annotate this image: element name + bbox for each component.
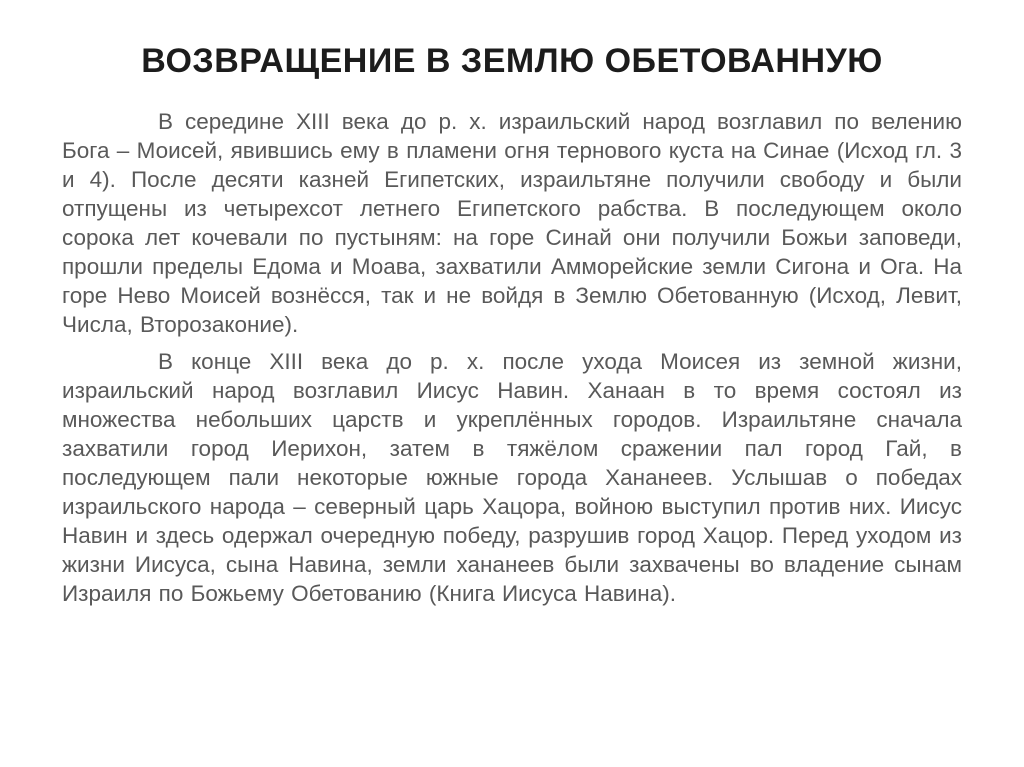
body-paragraph: В конце XIII века до р. х. после ухода Моисея из земной жизни, израильский народ возглавил Иисус Навин. Ханаан в то время состоял из множества небольших царств и укреплённых городов. Израильтяне сначала захватили город Иерихон, затем в тяжёлом сражении пал город Гай, в последующем пали некоторые южные города Хананеев. Услышав о победах израильского народа – северный царь Хацора, войною выступил против них. Иисус Навин и здесь одержал очередную победу, разрушив город Хацор. Перед уходом из жизни Иисуса, сына Навина, земли хананеев были захвачены во владение сынам Израиля по Божьему Обетованию (Книга Иисуса Навина). bbox=[62, 349, 962, 606]
body-paragraph: В середине XIII века до р. х. израильский народ возглавил по велению Бога – Моисей, явившись ему в пламени огня тернового куста на Синае (Исход гл. 3 и 4). После десяти казней Египетских, израильтяне получили свободу и были отпущены из четырехсот летнего Египетского рабства. В последующем около сорока лет кочевали по пустыням: на горе Синай они получили Божьи заповеди, прошли пределы Едома и Моава, захватили Амморейские земли Сигона и Ога. На горе Нево Моисей вознёсся, так и не войдя в Землю Обетованную (Исход, Левит, Числа, Второзаконие). bbox=[62, 109, 962, 337]
page-title: ВОЗВРАЩЕНИЕ В ЗЕМЛЮ ОБЕТОВАННУЮ bbox=[141, 42, 883, 80]
body-text-block bbox=[62, 107, 962, 608]
